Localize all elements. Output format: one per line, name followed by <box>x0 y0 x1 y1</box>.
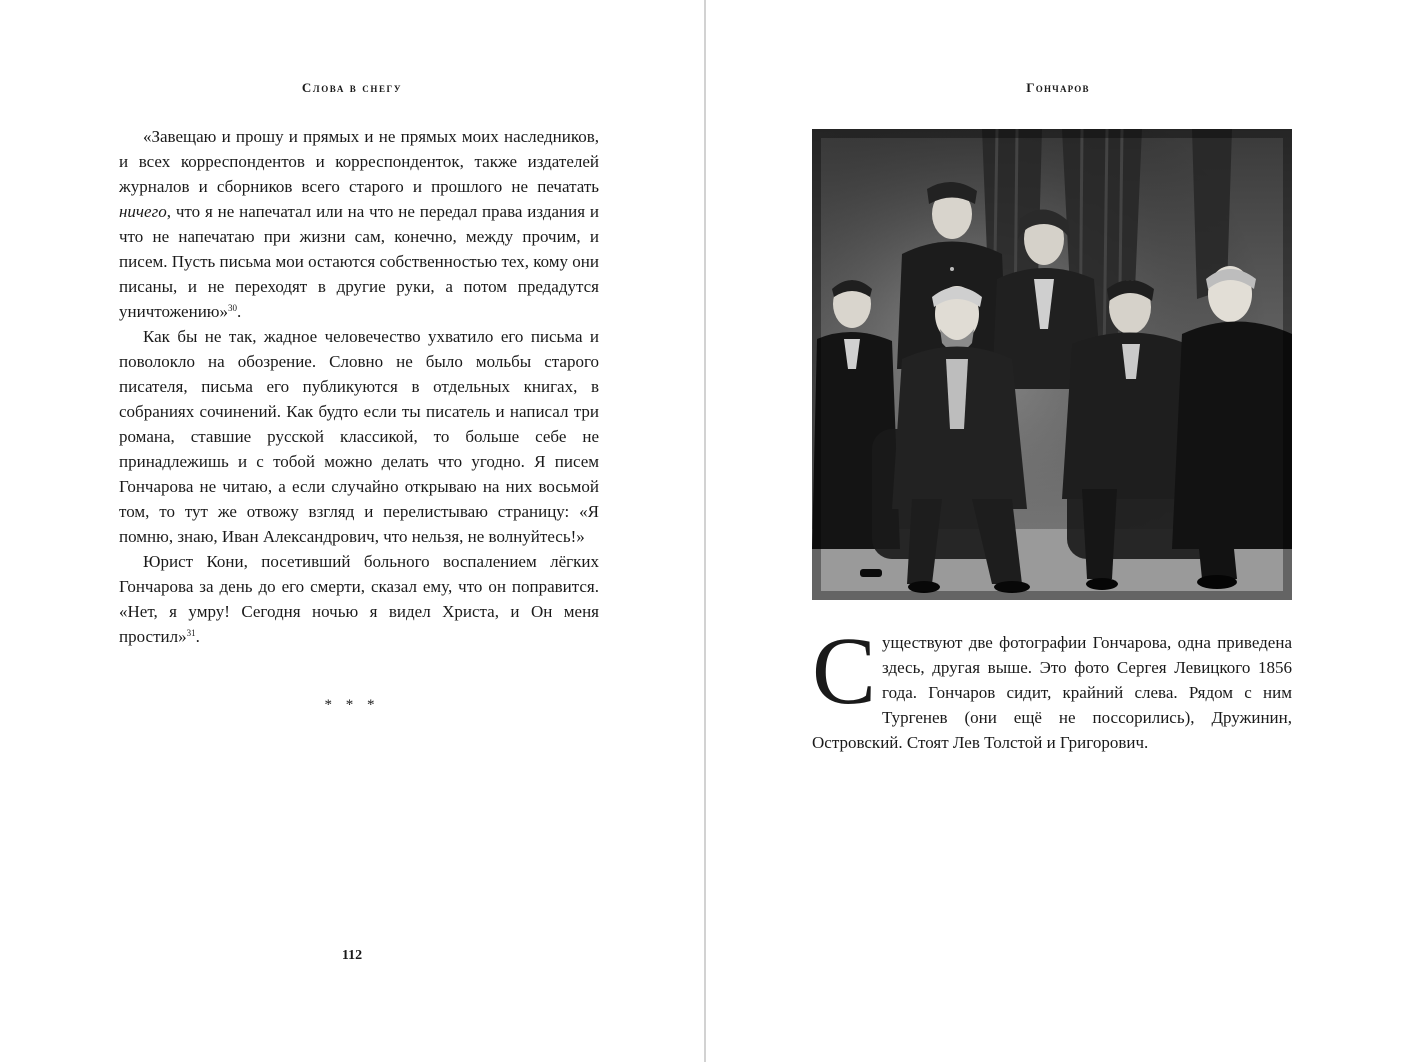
body-text <box>119 124 599 649</box>
page-number: 112 <box>341 948 363 963</box>
portrait-illustration <box>812 129 1292 600</box>
section-separator: * * * <box>324 697 380 713</box>
footnote-ref-30: 30 <box>228 303 237 313</box>
paragraph-koni-visit: Юрист Кони, посетивший больного воспалением лёгких Гончарова за день до его смерти, сказал ему, что он поправится. «Нет, я умру! Сегодня ночью я видел Христа, и Он меня простил»$^{31}$. <box>119 552 599 646</box>
group-portrait-photo <box>812 129 1292 600</box>
right-page <box>706 0 1410 1062</box>
running-head-right: Гончаров <box>1026 80 1090 95</box>
photo-caption <box>812 617 1292 755</box>
footnote-ref-31: 31 <box>186 628 196 638</box>
drop-cap: С <box>812 617 877 724</box>
running-head-left: Слова в снегу <box>301 80 403 95</box>
caption-text: уществуют две фотографии Гончарова, одна приведена здесь, другая выше. Это фото Сергея Левицкого 1856 года. Гончаров сидит, крайний слева. Рядом с ним Тургенев (они ещё не поссорились), Дружинин, Островский. Стоят Лев Толстой и Григорович. <box>812 633 1292 752</box>
left-page <box>0 0 704 1062</box>
paragraph-will-quote: «Завещаю и прошу и прямых и не прямых моих наследников, и всех корреспондентов и корреспонденток, также издателей журналов и сборников всего старого и прошлого не печатать ничего, что я не напечатал или на что не передал права издания и что не напечатаю при жизни сам, конечно, между прочим, и писем. Пусть письма мои остаются собственностью тех, кому они писаны, и не переходят в другие руки, а потом предадутся уничтожению»$^{30}$. <box>119 127 599 321</box>
emphasis-word: ничего <box>119 202 167 221</box>
paragraph-letters-published: Как бы не так, жадное человечество ухватило его письма и поволокло на обозрение. Словно не было мольбы старого писателя, письма его публикуются в отдельных книгах, в собраниях сочинений. Как будто если ты писатель и написал три романа, ставшие русской классикой, то больше себе не принадлежишь и с тобой можно делать что угодно. Я писем Гончарова не читаю, а если случайно открываю на них восьмой том, то тут же отвожу взгляд и перелистываю страницу: «Я помню, знаю, Иван Александрович, что нельзя, не волнуйтесь!» <box>119 327 599 546</box>
